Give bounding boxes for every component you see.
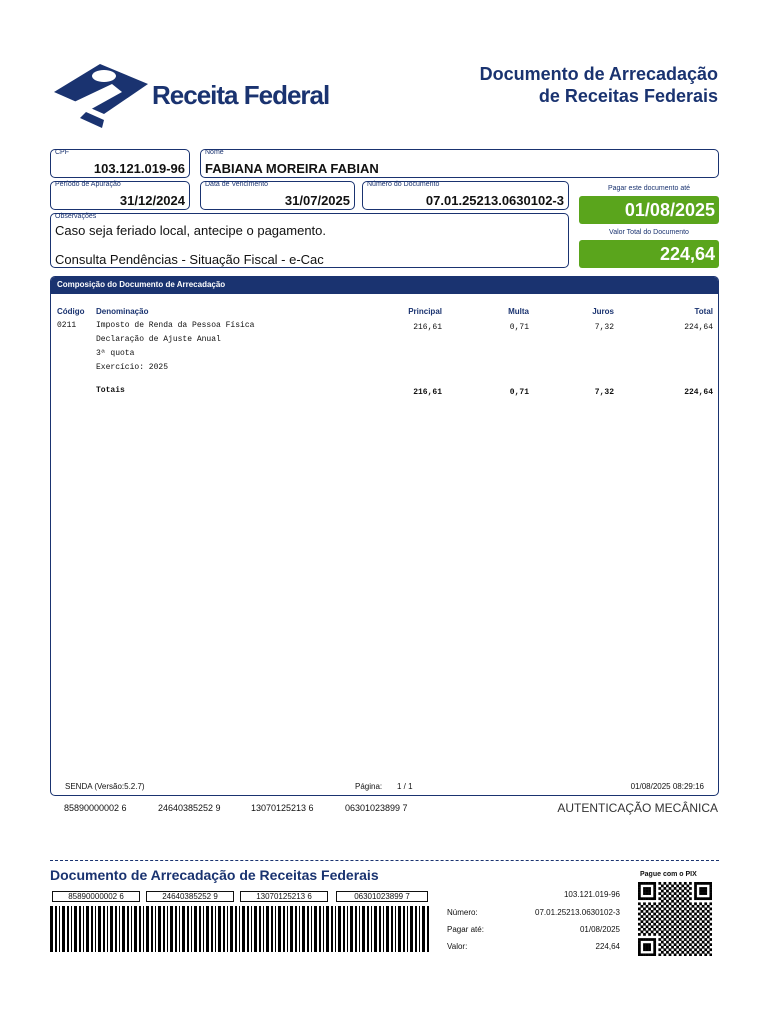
col-codigo: Código <box>57 307 85 316</box>
stub-code-4: 06301023899 7 <box>336 891 428 902</box>
nome-label: Nome <box>205 149 224 156</box>
linha-digitavel-4: 06301023899 7 <box>345 803 408 813</box>
totais-principal: 216,61 <box>413 388 442 397</box>
totais-multa: 0,71 <box>509 388 529 397</box>
numero-documento-value: 07.01.25213.0630102-3 <box>425 193 564 208</box>
linha-digitavel-3: 13070125213 6 <box>251 803 314 813</box>
cpf-label: CPF <box>55 149 69 156</box>
stub-code-2: 24640385252 9 <box>146 891 234 902</box>
brand-name: Receita Federal <box>152 80 330 110</box>
observacao-1: Caso seja feriado local, antecipe o pagamento. <box>55 223 327 238</box>
stub-pagar: 01/08/2025 <box>579 925 620 934</box>
linha-digitavel-1: 85890000002 6 <box>64 803 127 813</box>
pix-qr-code-icon[interactable] <box>638 882 712 956</box>
stub-numero: 07.01.25213.0630102-3 <box>535 908 620 917</box>
row-total: 224,64 <box>684 323 713 332</box>
senda-version: SENDA (Versão:5.2.7) <box>65 782 145 791</box>
stub-cpf: 103.121.019-96 <box>563 890 620 899</box>
col-multa: Multa <box>508 307 529 316</box>
vencimento-field <box>200 181 355 210</box>
barcode-icon <box>50 906 430 952</box>
row-codigo: 0211 <box>57 321 77 330</box>
totais-label: Totais <box>96 386 125 395</box>
stub-code-3: 13070125213 6 <box>240 891 328 902</box>
totais-total: 224,64 <box>684 388 713 397</box>
nome-value: FABIANA MOREIRA FABIAN <box>205 161 379 176</box>
valor-total-label: Valor Total do Documento <box>609 229 689 236</box>
cpf-value: 103.121.019-96 <box>93 161 185 176</box>
cpf-field <box>50 149 190 178</box>
receita-logo <box>52 62 152 128</box>
observacao-2: Consulta Pendências - Situação Fiscal - e-Cac <box>55 252 324 267</box>
composicao-header <box>51 277 718 294</box>
numero-documento-field <box>362 181 569 210</box>
composicao-title: Composição do Documento de Arrecadação <box>57 280 226 289</box>
pagina-value: 1 / 1 <box>397 782 413 791</box>
row-multa: 0,71 <box>509 323 529 332</box>
periodo-value: 31/12/2024 <box>119 193 185 208</box>
col-juros: Juros <box>592 307 614 316</box>
totais-juros: 7,32 <box>594 388 614 397</box>
autenticacao-mecanica: AUTENTICAÇÃO MECÂNICA <box>557 801 718 815</box>
row-principal: 216,61 <box>413 323 442 332</box>
pagar-ate-label: Pagar este documento até <box>607 185 691 192</box>
composicao-box <box>50 276 719 796</box>
row-denominacao-4: Exercício: 2025 <box>96 363 169 372</box>
observacoes-label: Observações <box>55 213 97 220</box>
valor-total-value: 224,64 <box>579 240 719 268</box>
row-denominacao-3: 3ª quota <box>96 349 135 358</box>
row-denominacao-1: Imposto de Renda da Pessoa Física <box>96 321 255 330</box>
observacoes-field <box>50 213 569 268</box>
stub-numero-label: Número: <box>447 908 478 917</box>
vencimento-value: 31/07/2025 <box>284 193 350 208</box>
pix-label: Pague com o PIX <box>640 871 697 878</box>
footer-datetime: 01/08/2025 08:29:16 <box>630 782 704 791</box>
stub-code-1: 85890000002 6 <box>52 891 140 902</box>
vencimento-label: Data de Vencimento <box>205 181 269 188</box>
row-juros: 7,32 <box>594 323 614 332</box>
stub-title: Documento de Arrecadação de Receitas Federais <box>50 867 379 883</box>
stub-valor: 224,64 <box>595 942 620 951</box>
pagina-label: Página: <box>355 782 383 791</box>
col-principal: Principal <box>408 307 442 316</box>
doc-title-line2: de Receitas Federais <box>538 86 718 106</box>
receita-emblem-icon <box>52 62 152 128</box>
linha-digitavel-2: 24640385252 9 <box>158 803 221 813</box>
stub-pagar-label: Pagar até: <box>447 925 484 934</box>
col-denominacao: Denominação <box>96 307 149 316</box>
periodo-field <box>50 181 190 210</box>
pagar-ate-value: 01/08/2025 <box>579 196 719 224</box>
col-total: Total <box>694 307 713 316</box>
numero-documento-label: Número do Documento <box>367 181 440 188</box>
nome-field <box>200 149 719 178</box>
cut-line <box>50 860 719 861</box>
stub-valor-label: Valor: <box>447 942 468 951</box>
periodo-label: Período de Apuração <box>55 181 121 188</box>
row-denominacao-2: Declaração de Ajuste Anual <box>96 335 221 344</box>
doc-title-line1: Documento de Arrecadação <box>479 64 718 84</box>
